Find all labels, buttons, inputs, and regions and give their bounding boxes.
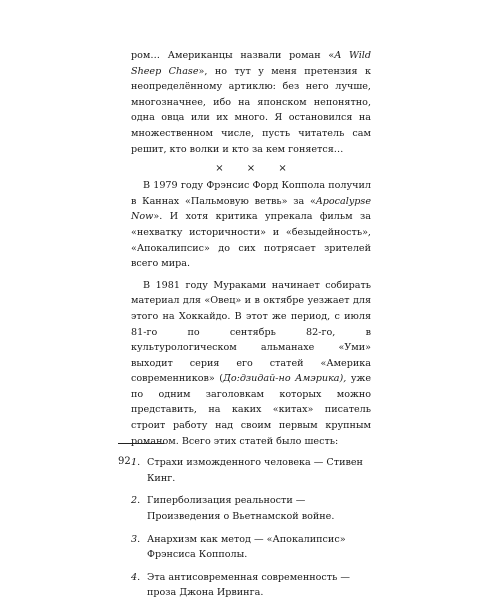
list-item-number: 3.: [131, 533, 141, 545]
list-item-number: 2.: [131, 495, 141, 507]
paragraph-3-text-a: В 1981 году Мураками начинает собирать материал для «Овец» и в октябре уезжает для этого на Хоккайдо. В этот же период, с июля 81-го по сентябрь 82-го, в культурологическом альманахе «Уми» выходит серия его статей «Америка современников» (: [131, 279, 371, 385]
list-item-number: 1.: [131, 457, 141, 469]
paragraph-1: [131, 48, 371, 157]
paragraph-2: [131, 178, 371, 272]
page-number: 92: [118, 456, 131, 467]
list-item: [131, 532, 371, 563]
article-list: [131, 455, 371, 601]
page-body: [131, 48, 371, 608]
list-item-text: Гиперболизация реальности — Произведения о Вьетнамской войне.: [147, 495, 335, 523]
paragraph-2-italic-title: Apocalypse Now: [131, 195, 371, 223]
paragraph-3-italic-title: До:дзидай-но Амэрика),: [223, 373, 347, 385]
list-item-text: Страхи изможденного человека — Стивен Кинг.: [147, 457, 363, 484]
list-item-text: Эта антисовременная современность — проза Джона Ирвинга.: [147, 571, 350, 599]
paragraph-1-text-a: ром… Американцы назвали роман «: [131, 50, 335, 61]
footer-rule: [118, 443, 164, 444]
list-item: [131, 493, 371, 524]
paragraph-3: [131, 278, 371, 450]
paragraph-1-italic-title: A Wild Sheep Chase: [131, 50, 371, 77]
paragraph-2-text-a: В 1979 году Фрэнсис Форд Коппола получил в Каннах «Пальмовую ветвь» за «: [131, 180, 371, 207]
list-item: [131, 570, 371, 601]
list-item: [131, 455, 371, 486]
section-separator: × × ×: [215, 163, 297, 175]
paragraph-2-text-b: ». И хотя критика упрекала фильм за «нехватку историчности» и «безыдейность», «Апокалипсис» до сих потрясает зрителей всего мира.: [131, 211, 371, 270]
paragraph-3-text-b: уже по одним заголовкам которых можно представить, на каких «китах» писатель строит работу над своим первым крупным романом. Всего этих статей было шесть:: [131, 373, 372, 447]
paragraph-1-text-b: », но тут у меня претензия к неопределённому артиклю: без него лучше, многозначнее, ибо на японском непонятно, одна овца или их много. Я остановился на множественном числе, пусть читатель сам решит, кто волки и кто за кем гоняется…: [131, 65, 371, 155]
list-item-text: Анархизм как метод — «Апокалипсис» Фрэнсиса Копполы.: [147, 533, 346, 561]
list-item-number: 4.: [131, 571, 141, 583]
